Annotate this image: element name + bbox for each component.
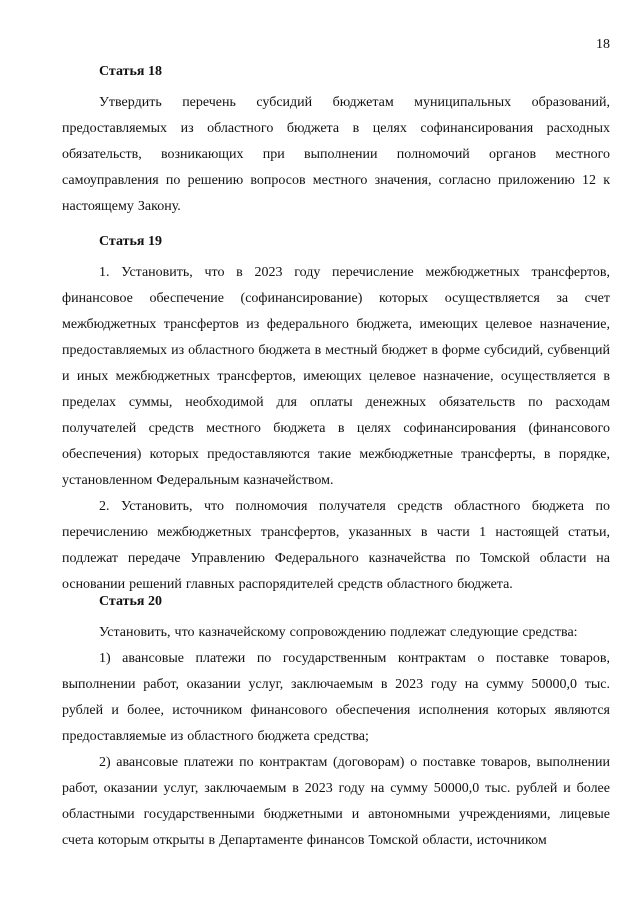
article-title: Статья 19 — [99, 234, 162, 249]
article-paragraph: 2) авансовые платежи по контрактам (договорам) о поставке товаров, выполнении работ, оказании услуг, заключаемым в 2023 году на сумму 50000,0 тыс. рублей и более областными государственными бюджетными и автономными учреждениями, лицевые счета которым открыты в Департаменте финансов Томской области, источником — [62, 755, 610, 848]
article-paragraph: 1. Установить, что в 2023 году перечисление межбюджетных трансфертов, финансовое обеспечение (софинансирование) которых осуществляется за счет межбюджетных трансфертов из федерального бюджета, имеющих целевое назначение, предоставляемых из областного бюджета в местный бюджет в форме субсидий, субвенций и иных межбюджетных трансфертов, имеющих целевое назначение, осуществляется в пределах суммы, необходимой для оплаты денежных обязательств по расходам получателей средств местного бюджета в целях софинансирования (финансового обеспечения) которых предоставляются такие межбюджетные трансферты, в порядке, установленном Федеральным казначейством. — [62, 265, 610, 488]
article-paragraph: Установить, что казначейскому сопровождению подлежат следующие средства: — [99, 625, 578, 640]
page-number: 18 — [596, 37, 610, 52]
article-paragraph: 1) авансовые платежи по государственным контрактам о поставке товаров, выполнении работ, оказании услуг, заключаемым в 2023 году на сумму 50000,0 тыс. рублей и более, источником финансового обеспечения исполнения которых являются предоставляемые из областного бюджета средства; — [62, 651, 610, 744]
article-18 — [62, 64, 610, 220]
article-paragraph: Утвердить перечень субсидий бюджетам муниципальных образований, предоставляемых из областного бюджета в целях софинансирования расходных обязательств, возникающих при выполнении полномочий органов местного самоуправления по решению вопросов местного значения, согласно приложению 12 к настоящему Закону. — [62, 95, 610, 214]
article-paragraph: 2. Установить, что полномочия получателя средств областного бюджета по перечислению межбюджетных трансфертов, указанных в части 1 настоящей статьи, подлежат передаче Управлению Федерального казначейства по Томской области на основании решений главных распорядителей средств областного бюджета. — [62, 499, 610, 592]
article-title: Статья 18 — [99, 64, 162, 79]
article-20 — [62, 594, 610, 854]
article-title: Статья 20 — [99, 594, 162, 609]
article-19 — [62, 234, 610, 598]
document-page — [62, 0, 610, 905]
